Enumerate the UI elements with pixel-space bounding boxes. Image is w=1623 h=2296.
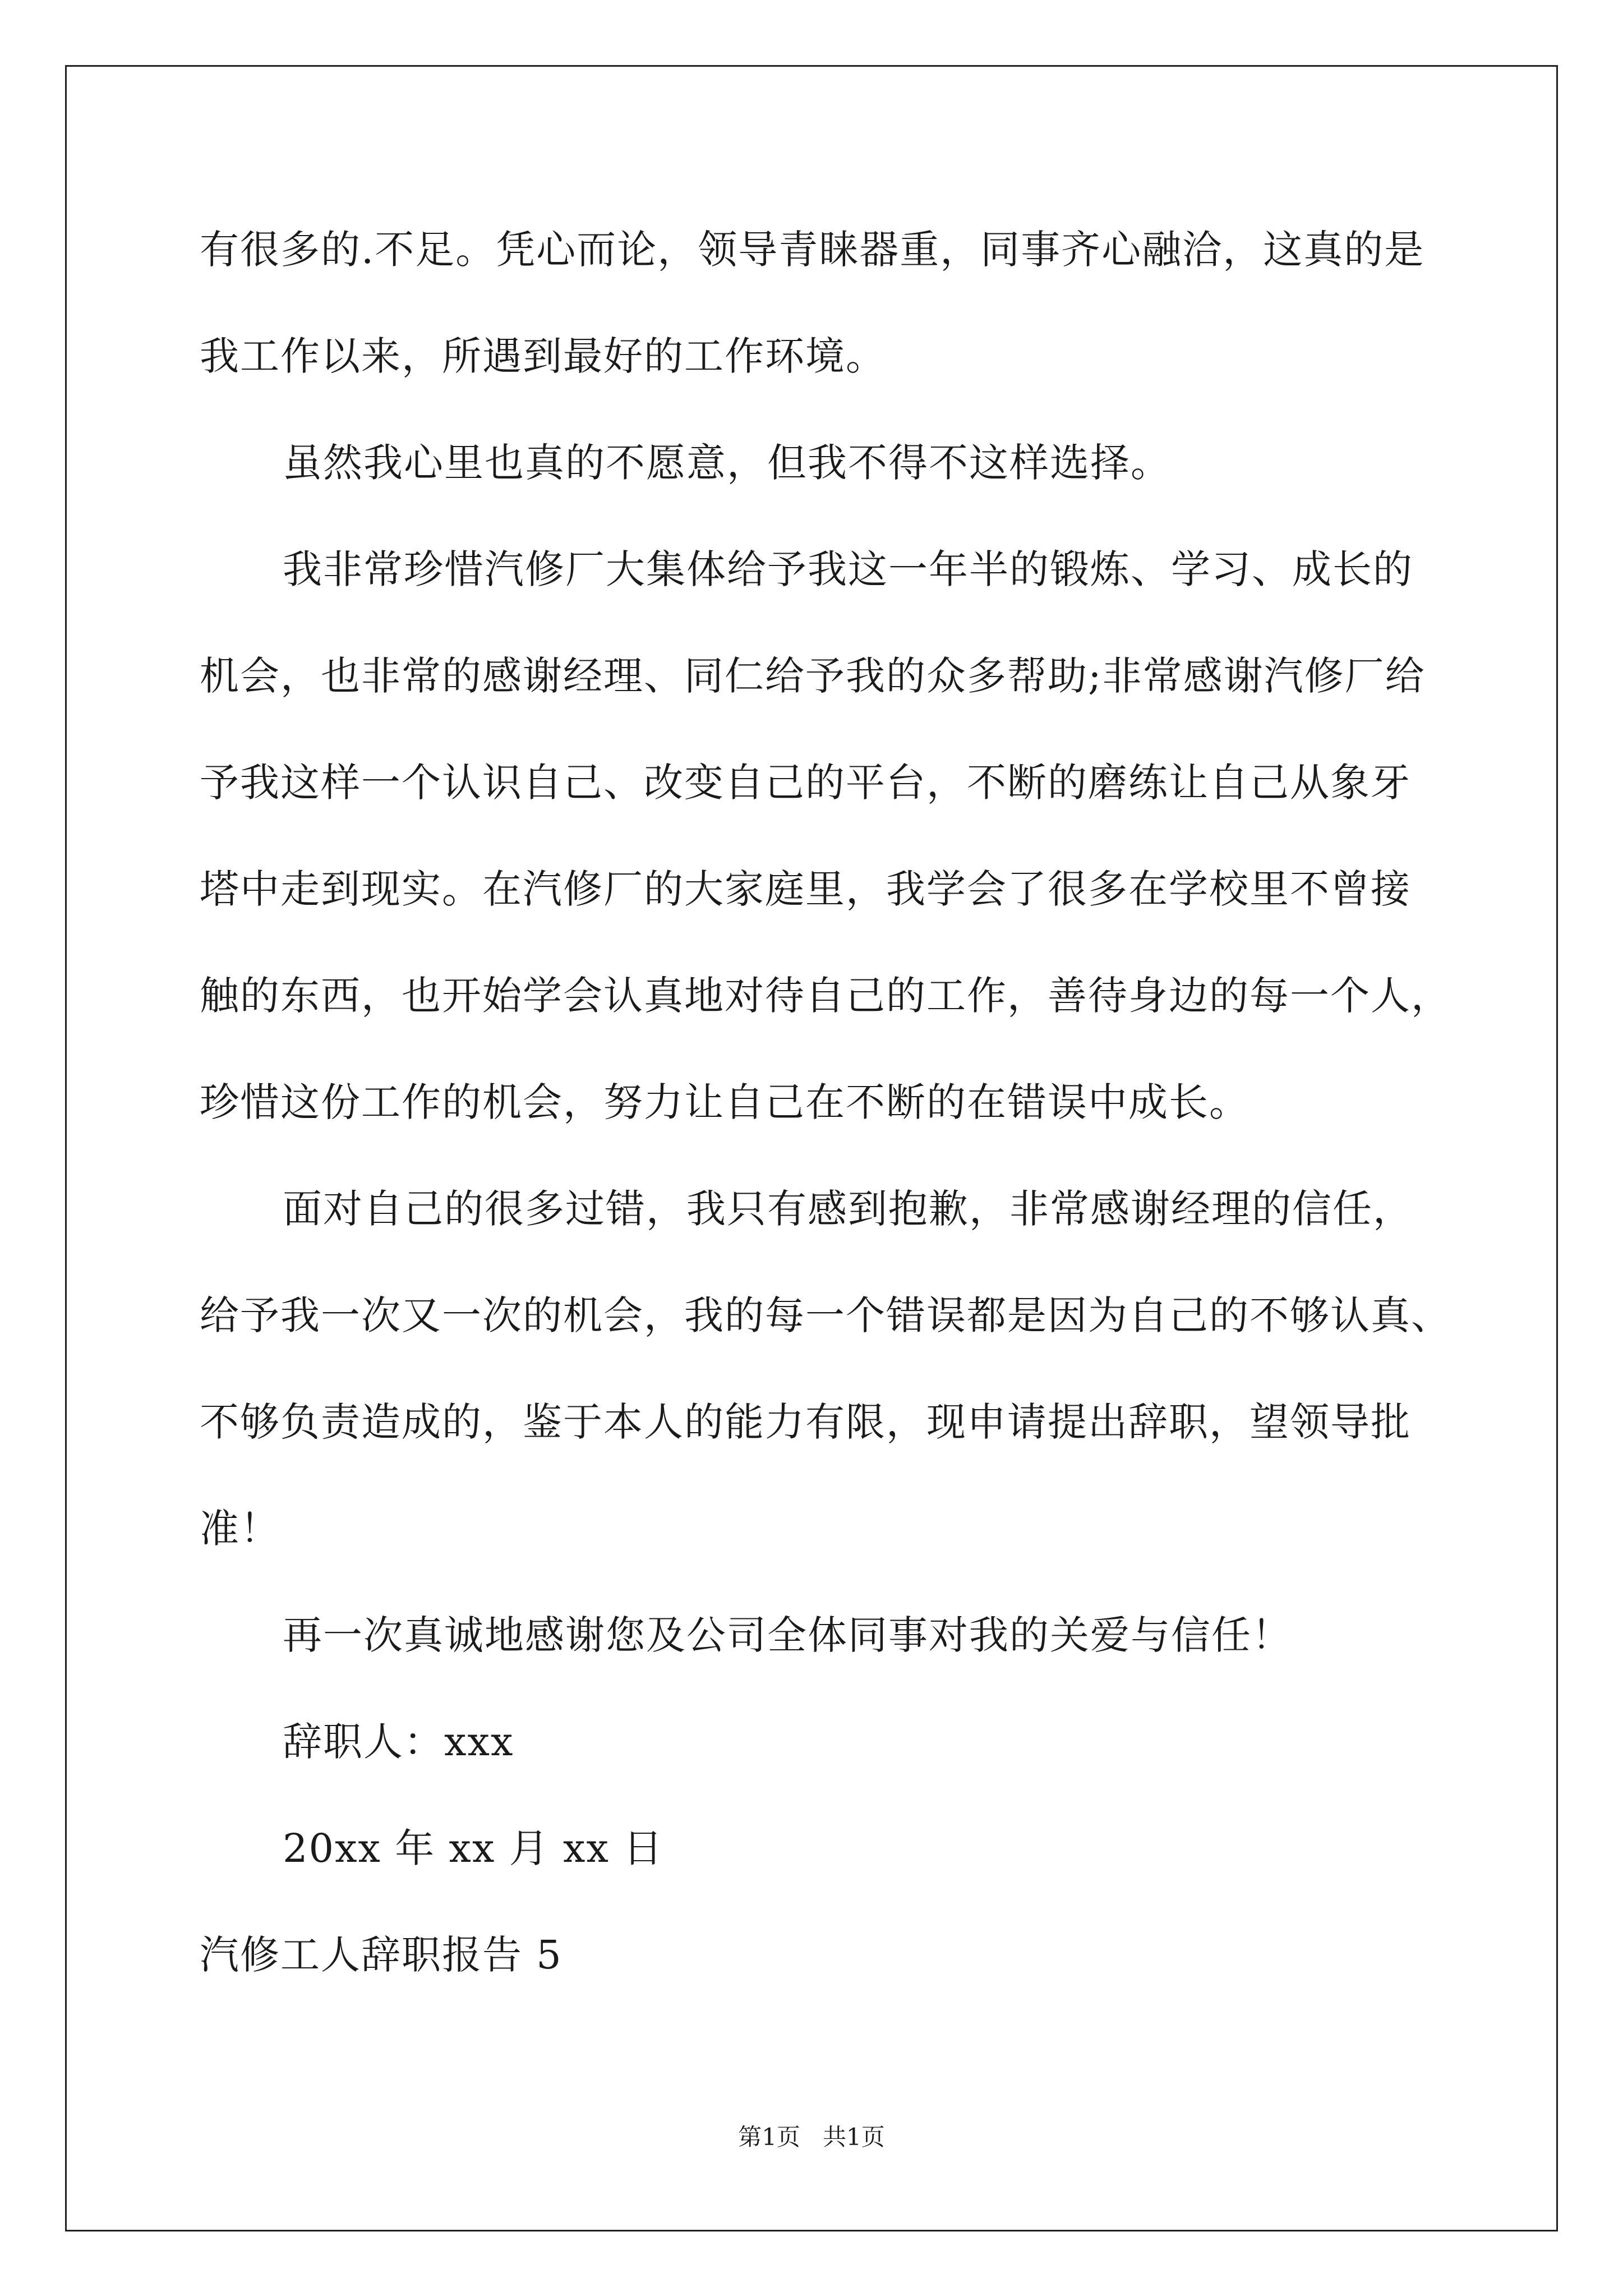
text-line: 触的东西，也开始学会认真地对待自己的工作，善待身边的每一个人， bbox=[200, 973, 1451, 1019]
text-line: 再一次真诚地感谢您及公司全体同事对我的关爱与信任！ bbox=[283, 1612, 1292, 1658]
date-line: 20xx 年 xx 月 xx 日 bbox=[283, 1825, 664, 1871]
text-line: 准！ bbox=[200, 1506, 280, 1552]
document-body bbox=[200, 213, 1456, 2025]
text-line: 予我这样一个认识自己、改变自己的平台，不断的磨练让自己从象牙 bbox=[200, 760, 1411, 806]
text-line: 机会，也非常的感谢经理、同仁给予我的众多帮助;非常感谢汽修厂给 bbox=[200, 653, 1426, 699]
text-line: 虽然我心里也真的不愿意，但我不得不这样选择。 bbox=[283, 440, 1171, 486]
signature-line: 辞职人：xxx bbox=[283, 1719, 514, 1765]
text-line: 珍惜这份工作的机会，努力让自己在不断的在错误中成长。 bbox=[200, 1079, 1249, 1125]
text-line: 塔中走到现实。在汽修厂的大家庭里，我学会了很多在学校里不曾接 bbox=[200, 866, 1411, 912]
page-number-footer: 第1页 共1页 bbox=[738, 2123, 885, 2151]
text-line: 我工作以来，所遇到最好的工作环境。 bbox=[200, 333, 886, 379]
text-line: 面对自己的很多过错，我只有感到抱歉，非常感谢经理的信任， bbox=[283, 1186, 1413, 1232]
text-line: 我非常珍惜汽修厂大集体给予我这一年半的锻炼、学习、成长的 bbox=[283, 546, 1413, 592]
text-line: 有很多的.不足。凭心而论，领导青睐器重，同事齐心融洽，这真的是 bbox=[200, 227, 1425, 273]
text-line: 给予我一次又一次的机会，我的每一个错误都是因为自己的不够认真、 bbox=[200, 1292, 1451, 1338]
section-heading: 汽修工人辞职报告 5 bbox=[200, 1932, 562, 1978]
text-line: 不够负责造成的，鉴于本人的能力有限，现申请提出辞职，望领导批 bbox=[200, 1399, 1411, 1445]
